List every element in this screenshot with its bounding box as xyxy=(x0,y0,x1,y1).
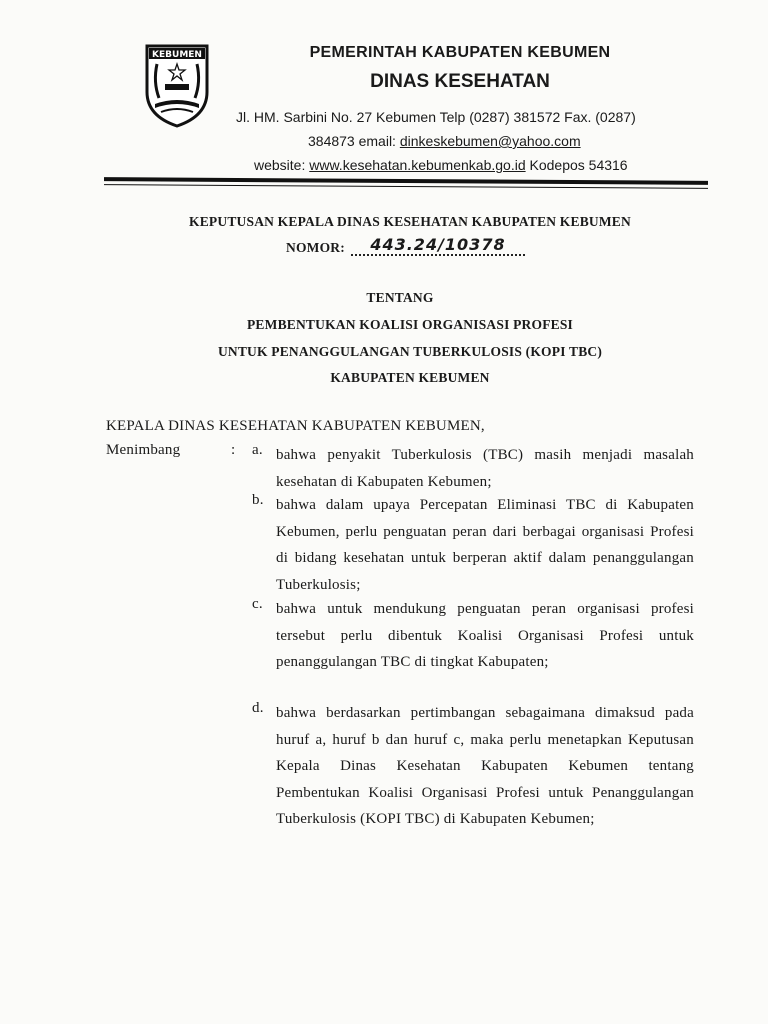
letterhead-government-name: PEMERINTAH KABUPATEN KEBUMEN xyxy=(309,44,611,61)
menimbang-label: Menimbang xyxy=(106,442,181,458)
letterhead-address-block xyxy=(236,105,686,177)
item-text: bahwa untuk mendukung penguatan peran organisasi profesi tersebut perlu dibentuk Koalisi Organisasi Profesi untuk penanggulangan TBC di tingkat Kabupaten; xyxy=(276,601,694,670)
letterhead-agency-name: DINAS KESEHATAN xyxy=(370,71,550,92)
consideration-item-b xyxy=(252,492,698,598)
letterhead-divider-thin xyxy=(104,184,708,189)
issuer-line: KEPALA DINAS KESEHATAN KABUPATEN KEBUMEN, xyxy=(106,418,485,434)
website-prefix: website: xyxy=(254,157,310,173)
letterhead-website-line xyxy=(236,153,686,177)
letterhead-email-line xyxy=(236,129,686,153)
letterhead-address: Jl. HM. Sarbini No. 27 Kebumen Telp (0287) 381572 Fax. (0287) xyxy=(236,109,636,125)
item-text: bahwa dalam upaya Percepatan Eliminasi TBC di Kabupaten Kebumen, perlu penguatan peran dari berbagai organisasi Profesi di bidang kesehatan untuk berperan aktif dalam penanggulangan Tuberkulosis; xyxy=(276,497,694,593)
website-link[interactable]: www.kesehatan.kebumenkab.go.id xyxy=(309,157,526,173)
tentang-heading: TENTANG xyxy=(366,290,434,305)
item-letter: b. xyxy=(252,492,264,508)
kebumen-coat-of-arms-logo xyxy=(143,42,211,128)
item-text: bahwa penyakit Tuberkulosis (TBC) masih menjadi masalah kesehatan di Kabupaten Kebumen; xyxy=(276,447,694,490)
subject-line-3: KABUPATEN KEBUMEN xyxy=(330,370,490,385)
decree-number-row xyxy=(286,236,525,256)
item-text: bahwa berdasarkan pertimbangan sebagaimana dimaksud pada huruf a, huruf b dan huruf c, maka perlu menetapkan Keputusan Kepala Dinas Kesehatan Kabupaten Kebumen tentang Pembentukan Koalisi Organisasi Profesi untuk Penanggulangan Tuberkulosis (KOPI TBC) di Kabupaten Kebumen; xyxy=(276,705,694,827)
item-letter: d. xyxy=(252,700,264,716)
subject-line-2: UNTUK PENANGGULANGAN TUBERKULOSIS (KOPI TBC) xyxy=(217,344,603,359)
letterhead-divider-thick xyxy=(104,177,708,185)
menimbang-colon: : xyxy=(231,442,236,458)
item-letter: c. xyxy=(252,596,263,612)
decree-title: KEPUTUSAN KEPALA DINAS KESEHATAN KABUPATEN KEBUMEN xyxy=(189,214,631,229)
item-letter: a. xyxy=(252,442,263,458)
nomor-value-handwritten: 443.24/10378 xyxy=(351,236,525,256)
consideration-item-a xyxy=(252,442,698,495)
logo-text: KEBUMEN xyxy=(152,50,202,60)
email-prefix: 384873 email: xyxy=(308,133,400,149)
consideration-item-c xyxy=(252,596,698,676)
consideration-item-d xyxy=(252,700,698,833)
postcode: Kodepos 54316 xyxy=(525,157,628,173)
subject-line-1: PEMBENTUKAN KOALISI ORGANISASI PROFESI xyxy=(246,317,574,332)
email-link[interactable]: dinkeskebumen@yahoo.com xyxy=(399,133,581,149)
nomor-label: NOMOR: xyxy=(286,240,345,255)
